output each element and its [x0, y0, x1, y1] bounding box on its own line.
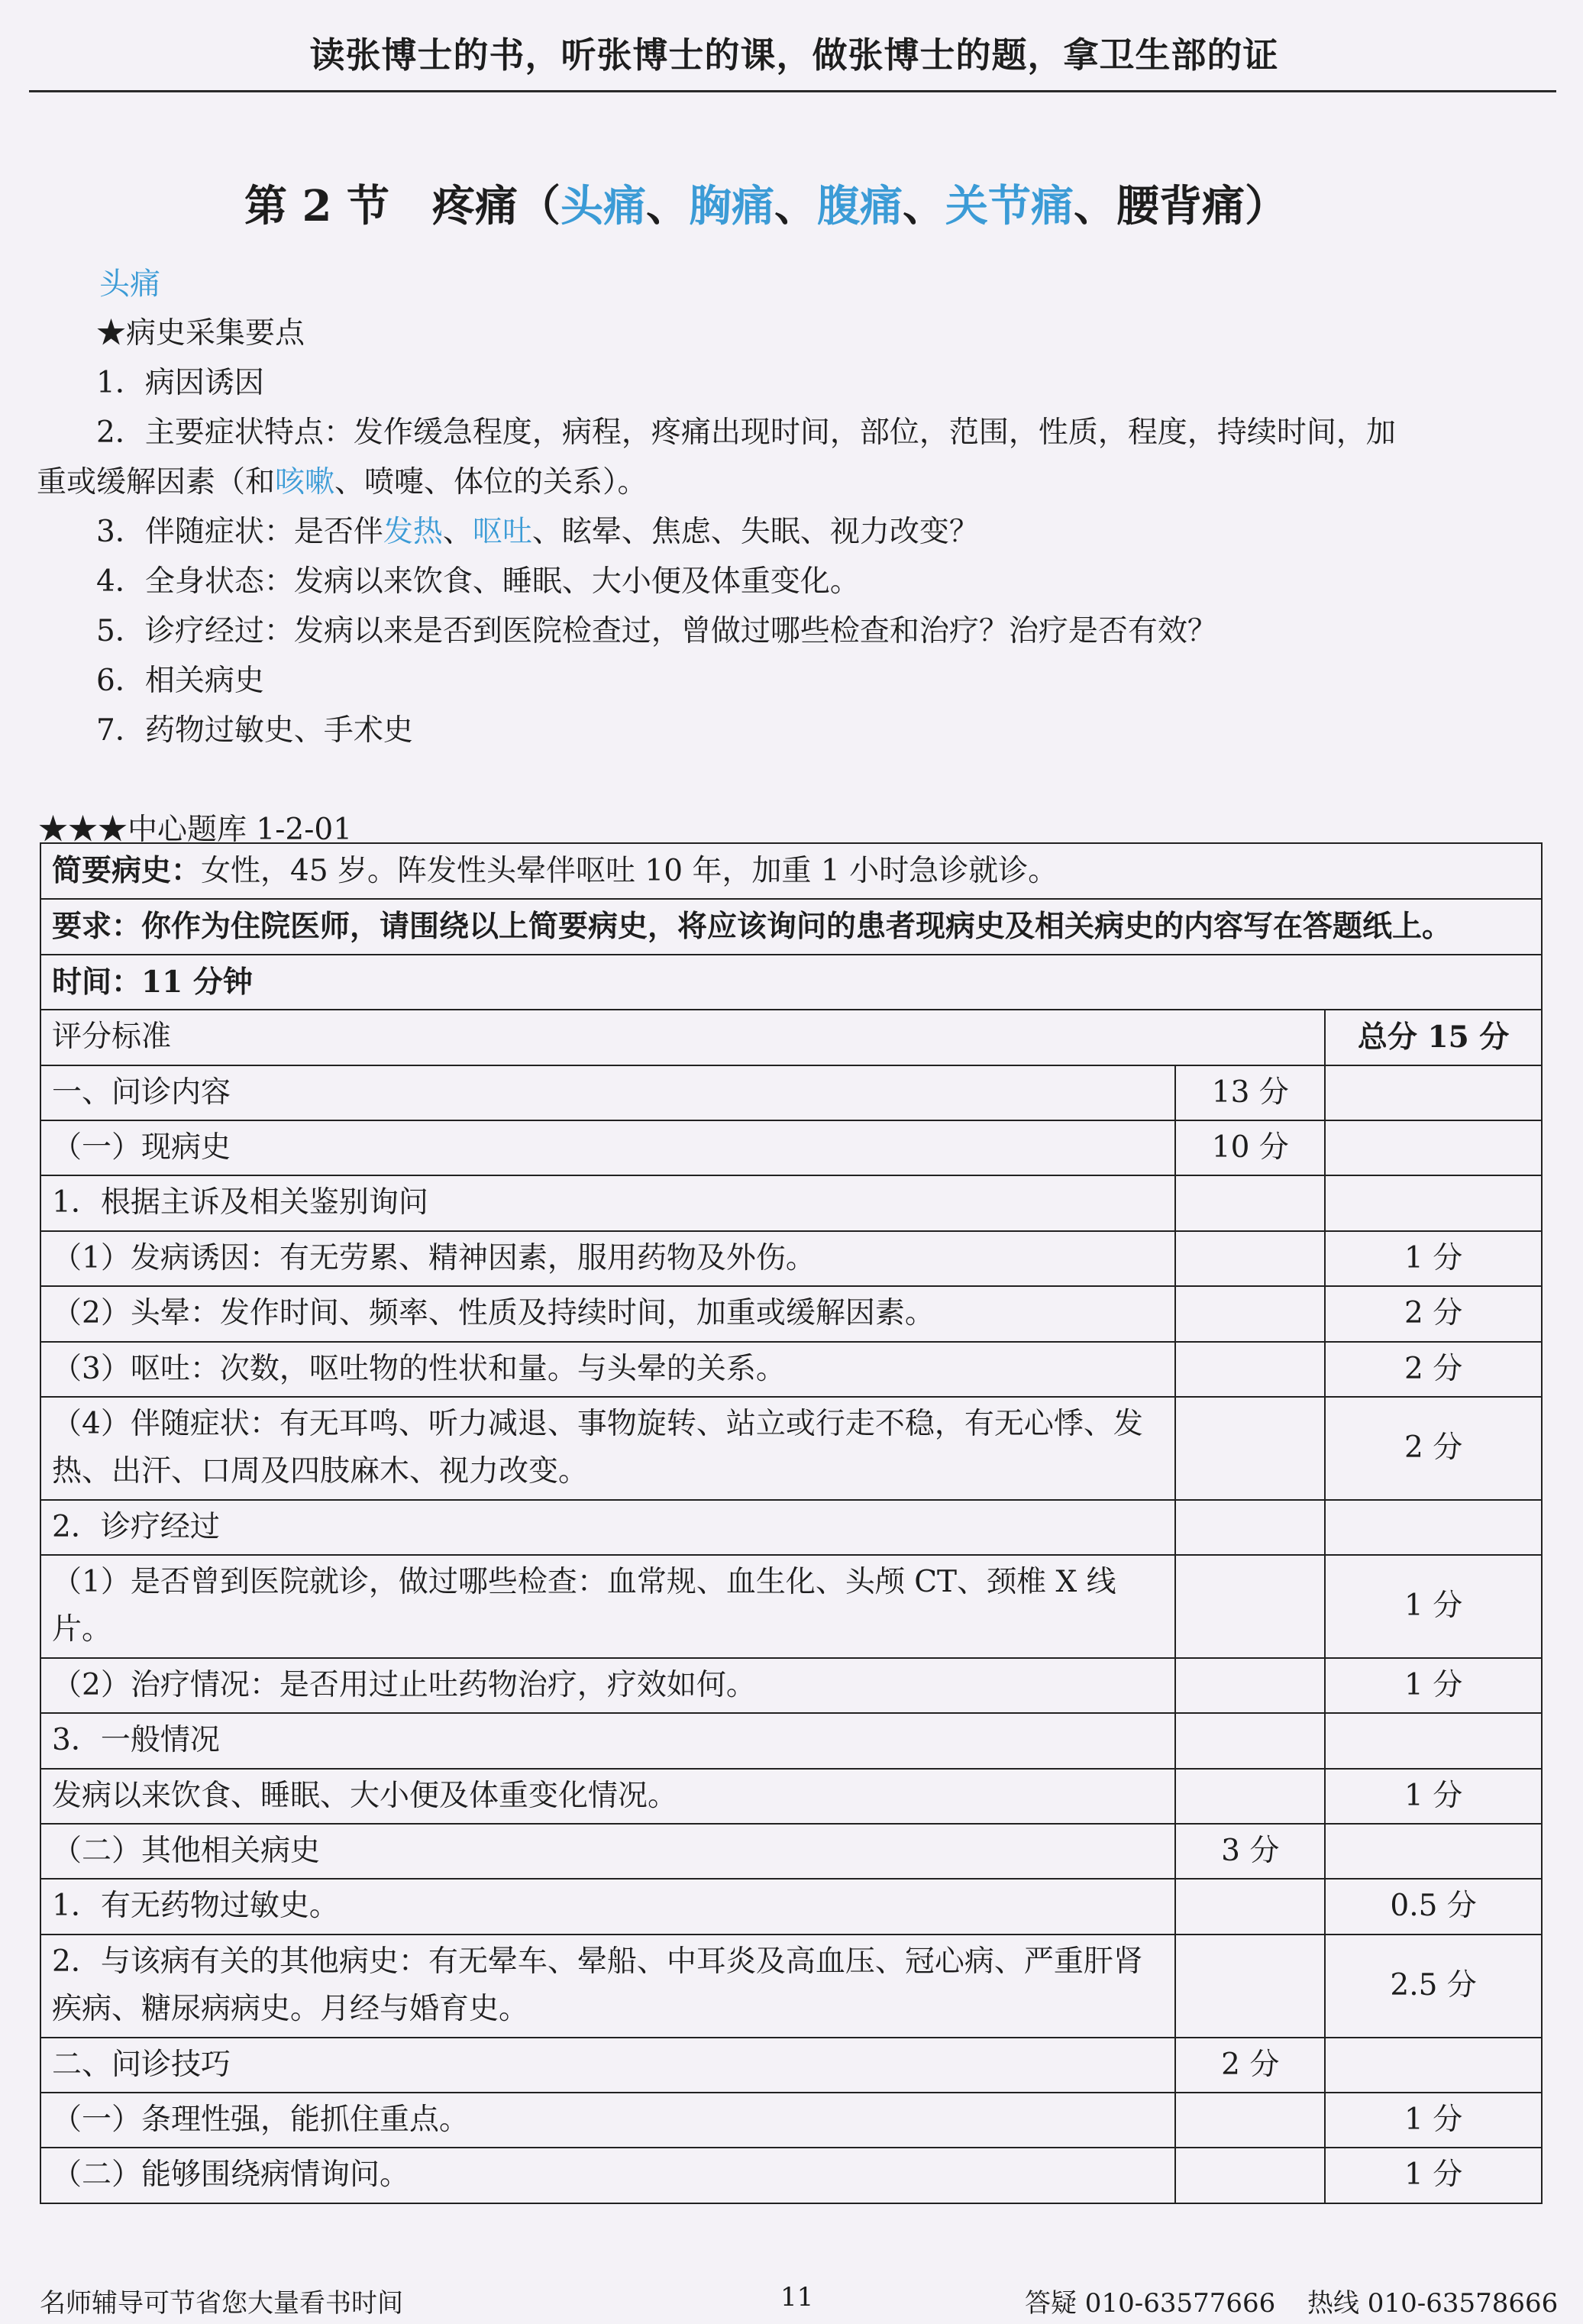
table-row [40, 1120, 1542, 1175]
item-score: 2 分 [1325, 1286, 1542, 1341]
key-point-text: 、喷嚏、体位的关系）。 [334, 465, 648, 499]
case-requirement [40, 899, 1542, 954]
key-point-3 [96, 508, 979, 551]
table-row [40, 1397, 1542, 1500]
criteria-item: （2）头晕：发作时间、频率、性质及持续时间，加重或缓解因素。 [40, 1286, 1175, 1341]
subtotal-score [1175, 1769, 1325, 1824]
link-vomiting[interactable]: 呕吐 [472, 515, 532, 549]
item-score: 1 分 [1325, 1769, 1542, 1824]
total-score: 总分 15 分 [1325, 1010, 1542, 1065]
link-fever[interactable]: 发热 [383, 515, 443, 549]
criteria-item: 2．与该病有关的其他病史：有无晕车、晕船、中耳炎及高血压、冠心病、严重肝肾疾病、糖尿病病史。月经与婚育史。 [40, 1935, 1175, 2038]
subtotal-score [1175, 1342, 1325, 1397]
table-row [40, 1231, 1542, 1286]
link-chest-pain[interactable]: 胸痛 [688, 181, 774, 231]
key-point-1: 1．病因诱因 [96, 366, 264, 400]
subtotal-score [1175, 2093, 1325, 2148]
table-row [40, 2038, 1542, 2093]
case-requirement-row [40, 899, 1542, 954]
table-row [40, 1500, 1542, 1555]
key-point-2-cont [37, 458, 648, 501]
item-score: 2 分 [1325, 1397, 1542, 1500]
key-point-text: 重或缓解因素（和 [37, 465, 276, 499]
item-score: 2.5 分 [1325, 1935, 1542, 2038]
criteria-item: （1）是否曾到医院就诊，做过哪些检查：血常规、血生化、头颅 CT、颈椎 X 线片。 [40, 1555, 1175, 1658]
subtotal-score [1175, 1397, 1325, 1500]
subtotal-score [1175, 1175, 1325, 1230]
page-number: 11 [780, 2282, 814, 2313]
case-time: 时间：11 分钟 [40, 955, 1542, 1010]
criteria-item: 1．有无药物过敏史。 [40, 1879, 1175, 1934]
subtotal-score [1175, 1500, 1325, 1555]
section-title [244, 173, 1287, 234]
item-score: 1 分 [1325, 2148, 1542, 2203]
criteria-item: 二、问诊技巧 [40, 2038, 1175, 2093]
key-point-2: 2．主要症状特点：发作缓急程度，病程，疼痛出现时间，部位，范围，性质，程度，持续时间，加 [96, 415, 1396, 450]
subtotal-score [1175, 1879, 1325, 1934]
criteria-item: （二）能够围绕病情询问。 [40, 2148, 1175, 2203]
section-title-prefix: 第 2 节 疼痛（ [244, 181, 561, 231]
case-brief-text: 女性，45 岁。阵发性头晕伴呕吐 10 年，加重 1 小时急诊就诊。 [201, 854, 1058, 888]
criteria-item: （3）呕吐：次数，呕吐物的性状和量。与头晕的关系。 [40, 1342, 1175, 1397]
item-score [1325, 1824, 1542, 1879]
section-title-sep: 、 [645, 181, 689, 231]
key-point-text: 、 [442, 515, 473, 549]
criteria-item: 一、问诊内容 [40, 1065, 1175, 1120]
subtotal-score: 13 分 [1175, 1065, 1325, 1120]
criteria-label: 评分标准 [40, 1010, 1325, 1065]
key-points-title: ★病史采集要点 [96, 316, 305, 351]
section-title-suffix: ） [1244, 181, 1287, 231]
footer-qa-phone: 答疑 010-63577666 [1025, 2288, 1276, 2319]
link-cough[interactable]: 咳嗽 [275, 465, 335, 499]
criteria-item: （一）条理性强，能抓住重点。 [40, 2093, 1175, 2148]
link-joint-pain[interactable]: 关节痛 [945, 181, 1074, 231]
table-row [40, 1769, 1542, 1824]
section-title-sep: 、 [902, 181, 945, 231]
criteria-item: （一）现病史 [40, 1120, 1175, 1175]
item-score [1325, 2038, 1542, 2093]
section-title-sep: 、 [774, 181, 817, 231]
criteria-item: 3．一般情况 [40, 1713, 1175, 1768]
question-bank-label: ★★★中心题库 1-2-01 [38, 813, 353, 847]
table-row [40, 1879, 1542, 1934]
case-time-row [40, 955, 1542, 1010]
table-row [40, 2093, 1542, 2148]
criteria-header-row [40, 1010, 1542, 1065]
table-row [40, 1935, 1542, 2038]
scoring-table [40, 842, 1543, 2204]
link-abdominal-pain[interactable]: 腹痛 [816, 181, 903, 231]
key-point-4: 4．全身状态：发病以来饮食、睡眠、大小便及体重变化。 [96, 564, 860, 599]
subtotal-score: 10 分 [1175, 1120, 1325, 1175]
subtotal-score [1175, 1231, 1325, 1286]
key-point-6: 6．相关病史 [96, 664, 264, 698]
item-score: 2 分 [1325, 1342, 1542, 1397]
subtotal-score [1175, 1286, 1325, 1341]
case-brief-label: 简要病史： [52, 853, 202, 888]
table-row [40, 1175, 1542, 1230]
footer-slogan: 名师辅导可节省您大量看书时间 [40, 2288, 403, 2319]
header-rule [29, 90, 1556, 92]
criteria-item: 1．根据主诉及相关鉴别询问 [40, 1175, 1175, 1230]
section-title-back-pain: 腰背痛 [1116, 181, 1245, 231]
item-score: 1 分 [1325, 2093, 1542, 2148]
footer-hotline: 热线 010-63578666 [1307, 2288, 1559, 2319]
table-row [40, 1065, 1542, 1120]
table-row [40, 1286, 1542, 1341]
item-score [1325, 1713, 1542, 1768]
subtotal-score [1175, 2148, 1325, 2203]
item-score [1325, 1120, 1542, 1175]
item-score: 1 分 [1325, 1231, 1542, 1286]
case-brief [40, 843, 1542, 899]
table-row [40, 2148, 1542, 2203]
subtotal-score [1175, 1658, 1325, 1713]
table-row [40, 1658, 1542, 1713]
criteria-item: 2．诊疗经过 [40, 1500, 1175, 1555]
item-score: 1 分 [1325, 1555, 1542, 1658]
criteria-item: （4）伴随症状：有无耳鸣、听力减退、事物旋转、站立或行走不稳，有无心悸、发热、出汗、口周及四肢麻木、视力改变。 [40, 1397, 1175, 1500]
subtotal-score: 2 分 [1175, 2038, 1325, 2093]
item-score [1325, 1500, 1542, 1555]
criteria-item: 发病以来饮食、睡眠、大小便及体重变化情况。 [40, 1769, 1175, 1824]
key-point-text: 、眩晕、焦虑、失眠、视力改变？ [531, 515, 979, 549]
case-requirement-text: 你作为住院医师，请围绕以上简要病史，将应该询问的患者现病史及相关病史的内容写在答题纸上。 [141, 909, 1452, 945]
section-title-sep: 、 [1073, 181, 1116, 231]
subtotal-score [1175, 1555, 1325, 1658]
key-point-text: 3．伴随症状：是否伴 [96, 515, 383, 549]
table-row [40, 1824, 1542, 1879]
criteria-item: （1）发病诱因：有无劳累、精神因素，服用药物及外伤。 [40, 1231, 1175, 1286]
case-requirement-label: 要求： [52, 909, 142, 945]
running-header: 读张博士的书，听张博士的课，做张博士的题，拿卫生部的证 [309, 34, 1279, 76]
item-score [1325, 1065, 1542, 1120]
key-point-7: 7．药物过敏史、手术史 [96, 713, 413, 748]
key-point-5: 5．诊疗经过：发病以来是否到医院检查过，曾做过哪些检查和治疗？治疗是否有效？ [96, 614, 1217, 648]
item-score: 1 分 [1325, 1658, 1542, 1713]
subtotal-score [1175, 1935, 1325, 2038]
item-score [1325, 1175, 1542, 1230]
subtotal-score [1175, 1713, 1325, 1768]
table-row [40, 1342, 1542, 1397]
table-row [40, 1555, 1542, 1658]
table-row [40, 1713, 1542, 1768]
criteria-item: （2）治疗情况：是否用过止吐药物治疗，疗效如何。 [40, 1658, 1175, 1713]
item-score: 0.5 分 [1325, 1879, 1542, 1934]
subtotal-score: 3 分 [1175, 1824, 1325, 1879]
criteria-item: （二）其他相关病史 [40, 1824, 1175, 1879]
subsection-heading-headache[interactable]: 头痛 [99, 267, 160, 302]
case-brief-row [40, 843, 1542, 899]
link-headache[interactable]: 头痛 [560, 181, 646, 231]
